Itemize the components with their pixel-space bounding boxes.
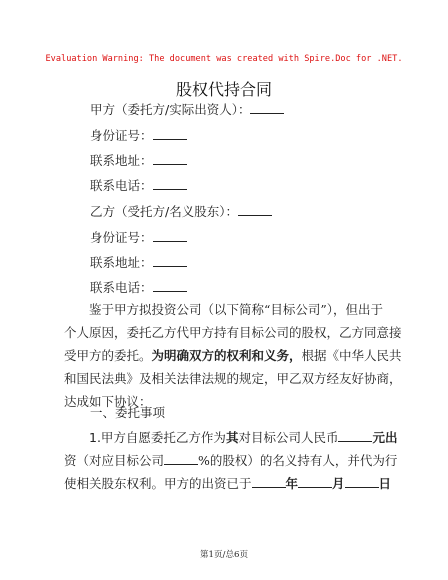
clause-1-line-2 <box>64 449 398 472</box>
party-b-phone-blank <box>153 279 187 292</box>
party-a-phone-blank <box>153 177 187 190</box>
party-a-address-line <box>90 152 187 169</box>
party-a-address-label: 联系地址： <box>90 153 153 168</box>
preamble-line-2: 个人原因，委托乙方代甲方持有目标公司的股权，乙方同意接 <box>64 325 402 340</box>
clause-1-a3: 对目标公司人民币 <box>238 430 339 445</box>
clause-1-month-blank <box>298 475 332 488</box>
party-b-address-blank <box>153 254 187 267</box>
preamble-line-3c: 根据《中华人民共 <box>301 348 402 363</box>
preamble-line-5: 达成如下协议： <box>64 394 152 409</box>
preamble-line-3 <box>64 344 402 367</box>
party-b-heading: 乙方（受托方/名义股东）： <box>90 204 238 219</box>
party-a-phone-label: 联系电话： <box>90 178 153 193</box>
clause-1-line-1 <box>64 426 398 449</box>
clause-1-day-blank <box>345 475 379 488</box>
party-a-id-line <box>90 127 187 144</box>
party-a-heading: 甲方（委托方/实际出资人）： <box>90 102 251 117</box>
party-a-name-blank <box>250 101 284 114</box>
party-a-phone-line <box>90 177 187 194</box>
section-1-heading: 一、委托事项 <box>90 405 166 420</box>
party-b-phone-line <box>90 279 187 296</box>
clause-1-c1: 使相关股东权利。甲方的出资已于 <box>64 476 252 491</box>
party-a-id-label: 身份证号： <box>90 128 153 143</box>
party-a-id-blank <box>153 127 187 140</box>
clause-1-b1: 资（对应目标公司 <box>64 453 165 468</box>
party-b-phone-label: 联系电话： <box>90 280 153 295</box>
clause-1-paragraph <box>64 426 398 495</box>
clause-1-a4: 元出 <box>372 430 398 445</box>
preamble-line-3b: 为明确双方的权利和义务， <box>151 348 302 363</box>
clause-1-c2: 年 <box>285 476 299 491</box>
party-a-heading-line <box>90 101 284 118</box>
party-b-address-label: 联系地址： <box>90 255 153 270</box>
preamble-line-3a: 受甲方的委托。 <box>64 348 152 363</box>
clause-1-a2: 其 <box>225 430 239 445</box>
clause-1-a1: 1.甲方自愿委托乙方作为 <box>89 430 226 445</box>
clause-1-amount-blank <box>338 429 372 442</box>
clause-1-c4: 日 <box>378 476 392 491</box>
clause-1-b2: %的股权）的名义持有人，并代为行 <box>198 453 398 468</box>
evaluation-warning: Evaluation Warning: The document was created with Spire.Doc for .NET. <box>45 54 403 64</box>
party-b-id-label: 身份证号： <box>90 230 153 245</box>
party-b-heading-line <box>90 203 272 220</box>
party-b-address-line <box>90 254 187 271</box>
party-b-name-blank <box>238 203 272 216</box>
clause-1-c3: 月 <box>332 476 345 491</box>
clause-1-percent-blank <box>164 452 198 465</box>
party-b-id-blank <box>153 229 187 242</box>
party-b-id-line <box>90 229 187 246</box>
party-a-address-blank <box>153 152 187 165</box>
preamble-line-1: 鉴于甲方拟投资公司（以下简称“目标公司”），但出于 <box>89 302 384 317</box>
document-title: 股权代持合同 <box>175 80 272 99</box>
preamble-line-4: 和国民法典》及相关法律法规的规定，甲乙双方经友好协商， <box>64 371 402 386</box>
clause-1-line-3 <box>64 472 392 495</box>
page-footer: 第1页/总6页 <box>199 550 249 560</box>
clause-1-year-blank <box>252 475 286 488</box>
preamble-paragraph <box>64 298 402 413</box>
